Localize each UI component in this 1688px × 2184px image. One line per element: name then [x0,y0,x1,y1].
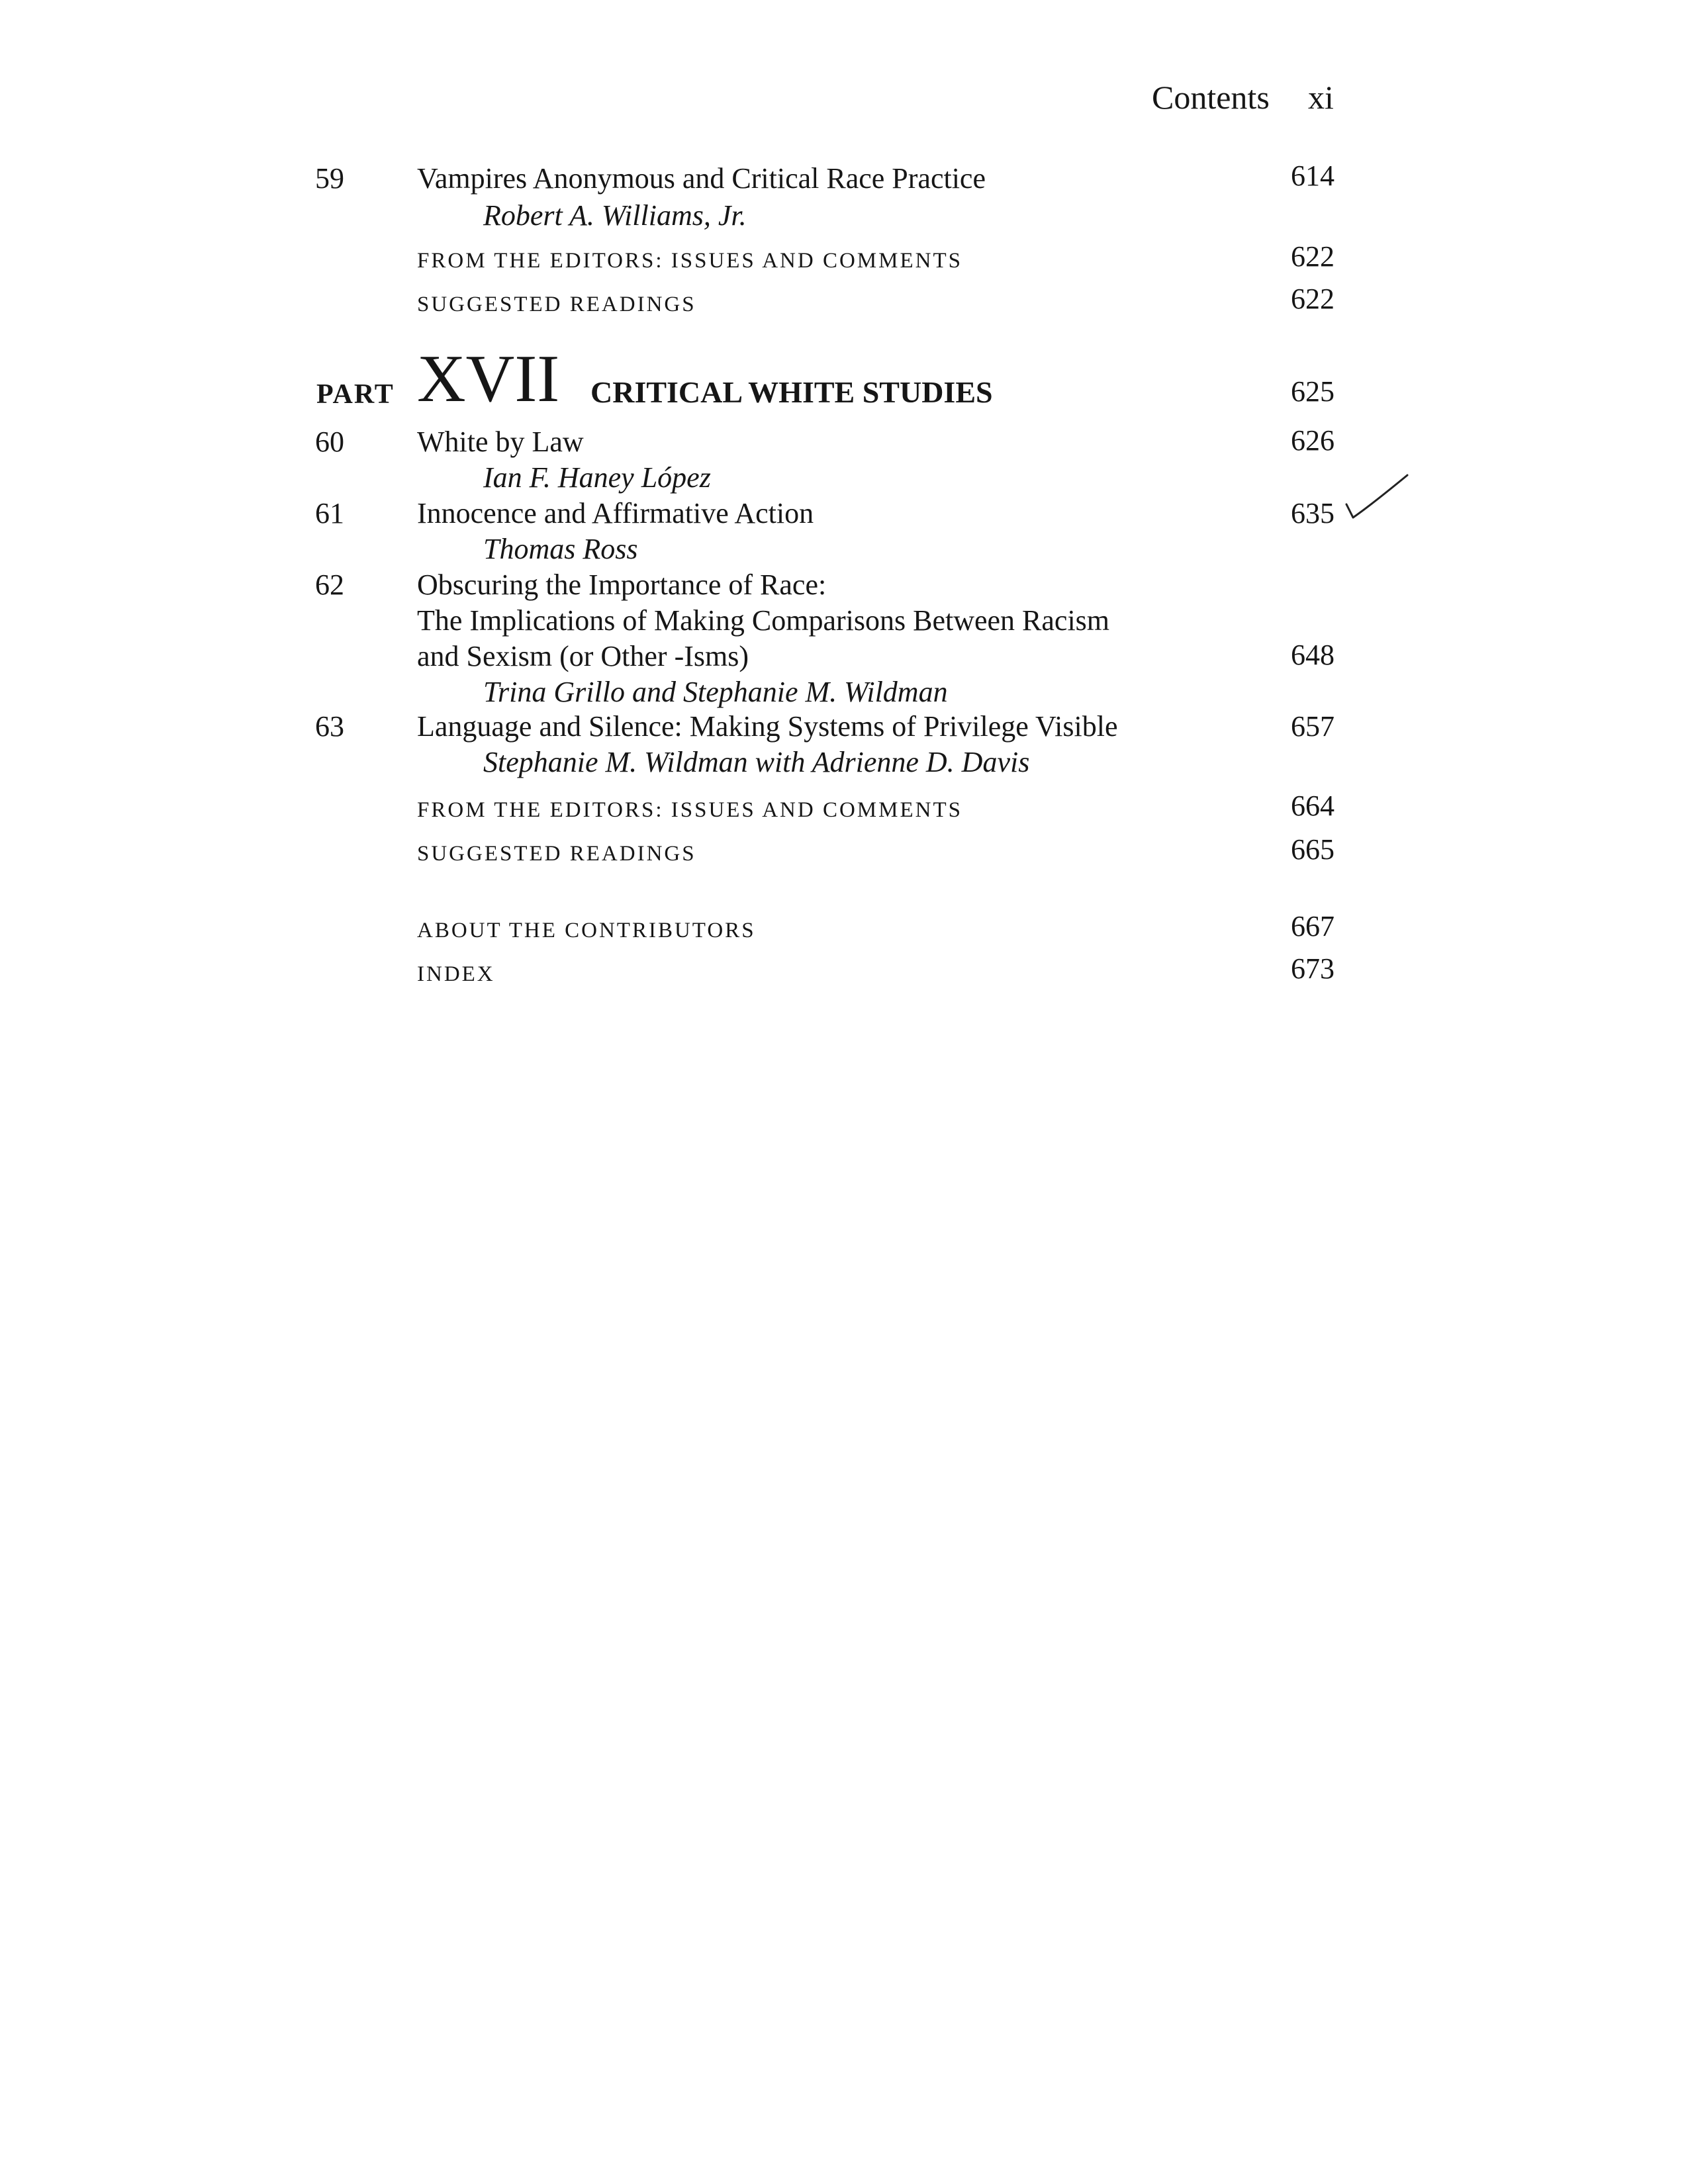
page-number: 614 [1291,159,1335,192]
section-label: SUGGESTED READINGS [417,842,696,866]
chapter-author: Trina Grillo and Stephanie M. Wildman [483,676,948,708]
chapter-number: 59 [315,162,344,195]
part-label: PART [316,379,395,410]
chapter-author: Thomas Ross [483,533,638,565]
chapter-author: Stephanie M. Wildman with Adrienne D. Davis [483,746,1030,778]
section-label: SUGGESTED READINGS [417,293,696,316]
section-label: FROM THE EDITORS: ISSUES AND COMMENTS [417,798,962,822]
page-number: 625 [1291,375,1335,408]
page-number: 635 [1291,497,1335,529]
page-number: 657 [1291,710,1335,743]
page-number: 622 [1291,240,1335,273]
chapter-number: 60 [315,426,344,458]
chapter-author: Ian F. Haney López [483,461,711,494]
chapter-title: Innocence and Affirmative Action [417,497,814,529]
page-number: 667 [1291,910,1335,942]
part-title: CRITICAL WHITE STUDIES [590,375,993,409]
section-label: FROM THE EDITORS: ISSUES AND COMMENTS [417,249,962,273]
page-number: 626 [1291,424,1335,457]
chapter-number: 61 [315,497,344,529]
chapter-title: Language and Silence: Making Systems of Privilege Visible [417,710,1118,743]
chapter-number: 63 [315,710,344,743]
handwritten-checkmark-icon [1344,471,1410,531]
section-label: ABOUT THE CONTRIBUTORS [417,919,756,942]
chapter-title-line: Obscuring the Importance of Race: [417,569,827,601]
chapter-title-line: The Implications of Making Comparisons Between Racism [417,604,1110,637]
chapter-author: Robert A. Williams, Jr. [483,199,747,232]
chapter-title: White by Law [417,426,584,458]
page-number: 673 [1291,952,1335,985]
page-folio: xi [1308,79,1334,116]
page-number: 648 [1291,639,1335,671]
chapter-number: 62 [315,569,344,601]
chapter-title: Vampires Anonymous and Critical Race Practice [417,162,986,195]
page-number: 664 [1291,790,1335,822]
running-header-title: Contents [1152,79,1270,116]
page-number: 665 [1291,833,1335,866]
part-numeral: XVII [417,341,560,416]
chapter-title-line: and Sexism (or Other -Isms) [417,640,749,672]
page-number: 622 [1291,283,1335,315]
section-label: INDEX [417,962,495,986]
